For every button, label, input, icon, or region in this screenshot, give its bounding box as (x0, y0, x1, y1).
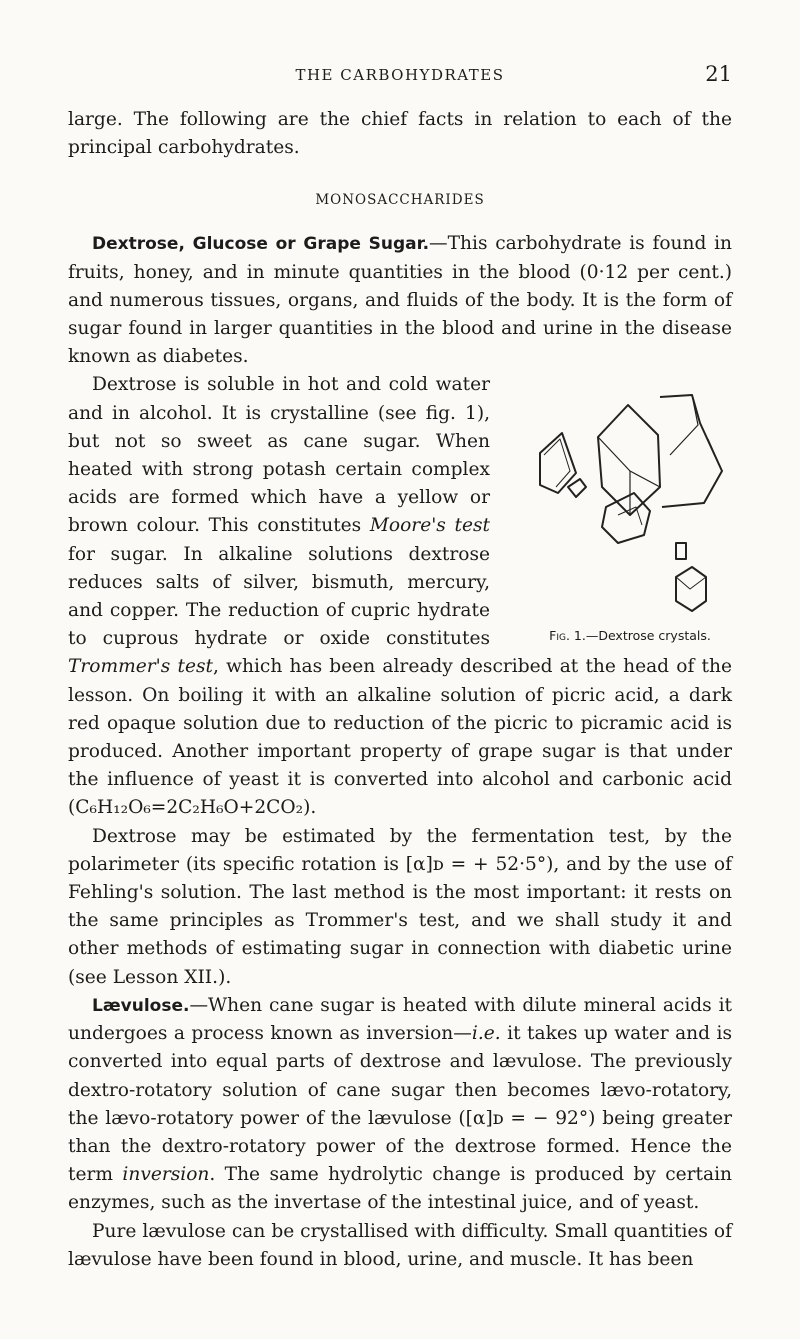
dextrose-paragraph-3: Dextrose may be estimated by the fermentation test, by the polarimeter (its specific rotation is [α]ᴅ = + 52·5°), and by the use of Fehling's solution. The last method is the most important: it rests on the same principles as Trommer's test, and we shall study it and other methods of estimating sugar in connection with diabetic urine (see Lesson XII.). (68, 825, 732, 988)
trommers-test: Trommer's test (68, 656, 213, 678)
laevulose-paragraph-1 (68, 992, 732, 1218)
dextrose-p2-part-d: ). (303, 797, 317, 819)
laevulose-p1-part-b: it takes up water and is converted into equal parts of dextrose and lævulose. The previously dextro-rotatory solution of cane sugar then becomes lævo-rotatory, the lævo-rotatory power of the lævulose ([α]ᴅ = − 92°) being greater than the dextro-rotatory power of the dextrose formed. Hence the term (68, 1023, 732, 1186)
laevulose-paragraph-2: Pure lævulose can be crystallised with difficulty. Small quantities of lævulose have been found in blood, urine, and muscle. It has been (68, 1220, 732, 1270)
figure-caption-text: —Dextrose crystals. (585, 628, 711, 644)
figure-label: Fig. 1. (549, 628, 586, 644)
section-heading: MONOSACCHARIDES (315, 192, 485, 209)
laevulose-p1-part-c: . The same hydrolytic change is produced by certain enzymes, such as the invertase of the intestinal juice, and of yeast. (68, 1164, 732, 1214)
laevulose-heading: Lævulose. (92, 995, 190, 1016)
dextrose-p2-part-c: , which has been already described at the head of the lesson. On boiling it with an alkaline solution of picric acid, a dark red opaque solution due to reduction of the picric to picramic acid is produced. Another important property of grape sugar is that under the influence of yeast it is converted into alcohol and carbonic acid ( (68, 656, 732, 819)
intro-paragraph: large. The following are the chief facts in relation to each of the principal carbohydrates. (68, 109, 732, 159)
running-header (68, 62, 732, 88)
dextrose-p2-part-b: for sugar. In alkaline solutions dextrose reduces salts of silver, bismuth, mercury, and copper. The reduction of cupric hydrate to cuprous hydrate or oxide constitutes (68, 543, 490, 650)
dextrose-heading: Dextrose, Glucose or Grape Sugar. (92, 234, 430, 255)
figure-caption (510, 628, 750, 643)
running-title: THE CARBOHYDRATES (295, 66, 505, 84)
figure-dextrose-crystals (510, 375, 750, 643)
page-number: 21 (705, 62, 732, 86)
moores-test: Moore's test (369, 515, 490, 537)
dextrose-p2-part-a: Dextrose is soluble in hot and cold water and in alcohol. It is crystalline (see fig. 1), but not so sweet as cane sugar. When heated with strong potash certain complex acids are formed which have a yellow or brown colour. This constitutes (68, 374, 490, 537)
fermentation-formula: C₆H₁₂O₆=2C₂H₆O+2CO₂ (75, 797, 304, 819)
dextrose-p1-text: —This carbohydrate is found in fruits, honey, and in minute quantities in the blood (0·12 per cent.) and numerous tissues, organs, and fluids of the body. It is the form of sugar found in larger quantities in the blood and urine in the disease known as diabetes. (68, 233, 732, 368)
inversion-term: inversion (122, 1164, 210, 1186)
dextrose-crystals-illustration (510, 375, 750, 625)
laevulose-p1-part-a: —When cane sugar is heated with dilute mineral acids it undergoes a process known as inversion— (68, 994, 732, 1045)
dextrose-paragraph-1 (68, 230, 732, 371)
page (68, 0, 732, 1274)
ie-abbrev: i.e. (471, 1023, 501, 1045)
